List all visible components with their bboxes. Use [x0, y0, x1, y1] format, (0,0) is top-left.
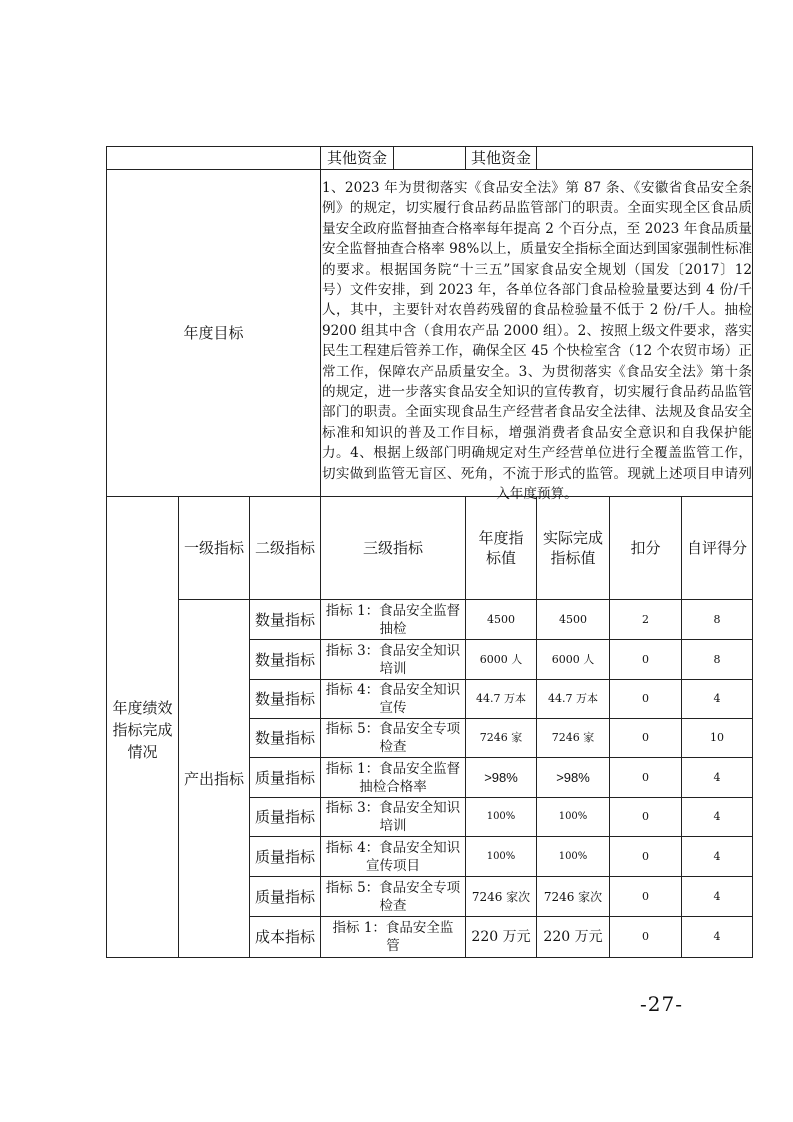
row-level2: 数量指标	[254, 690, 315, 708]
row-level3: 指标 5：食品安全专项检查	[325, 721, 461, 755]
row-level2: 数量指标	[254, 610, 315, 629]
row-level3: 指标 1：食品安全监督抽检	[325, 602, 461, 637]
table-border	[752, 146, 753, 958]
row-deduct: 0	[642, 930, 649, 943]
row-deduct: 0	[642, 849, 649, 863]
row-level2: 质量指标	[254, 768, 315, 787]
row-level3: 指标 4：食品安全知识宣传项目	[325, 839, 461, 874]
other-funds-label: 其他资金	[326, 149, 387, 167]
table-border	[536, 146, 537, 170]
row-level2: 数量指标	[254, 729, 315, 747]
row-level2: 成本指标	[254, 928, 315, 946]
row-target: >98%	[484, 769, 518, 785]
header-level1: 一级指标	[183, 539, 244, 557]
row-actual: 4500	[559, 612, 587, 626]
row-actual: 7246 家次	[543, 889, 603, 904]
header-score: 自评得分	[686, 539, 747, 557]
row-actual: >98%	[556, 769, 590, 785]
row-target: 100%	[486, 850, 516, 862]
row-target: 100%	[486, 811, 516, 822]
header-actual: 实际完成指标值	[543, 529, 604, 567]
row-level3: 指标 5：食品安全专项检查	[325, 879, 461, 914]
row-level2: 质量指标	[254, 887, 315, 906]
row-actual: 100%	[558, 850, 588, 862]
row-level3: 指标 1：食品安全监督抽检合格率	[325, 760, 461, 795]
row-target: 4500	[487, 612, 515, 626]
row-score: 4	[713, 770, 721, 784]
row-level3: 指标 3：食品安全知识培训	[325, 642, 461, 677]
row-score: 4	[713, 810, 721, 823]
row-level3: 指标 3：食品安全知识培训	[325, 800, 461, 834]
other-funds-label: 其他资金	[470, 149, 531, 167]
row-deduct: 0	[642, 652, 649, 666]
row-target: 6000 人	[479, 652, 523, 666]
row-actual: 6000 人	[551, 652, 595, 666]
level1-output-label: 产出指标	[183, 769, 244, 788]
row-score: 8	[713, 612, 721, 626]
header-level3: 三级指标	[362, 539, 423, 557]
header-level2: 二级指标	[254, 539, 315, 557]
row-target: 7246 家	[479, 731, 523, 744]
row-target: 44.7 万本	[476, 692, 526, 705]
row-score: 4	[713, 692, 721, 705]
row-actual: 220 万元	[543, 929, 603, 945]
row-level2: 质量指标	[254, 847, 315, 866]
table-border	[320, 146, 321, 497]
row-level3: 指标 1：食品安全监管	[332, 920, 454, 954]
row-deduct: 0	[642, 810, 649, 823]
table-border	[106, 957, 753, 958]
row-level2: 数量指标	[254, 650, 315, 669]
row-deduct: 0	[642, 770, 649, 784]
performance-section-label: 年度绩效指标完成情况	[112, 699, 173, 761]
row-deduct: 0	[642, 692, 649, 705]
row-level2: 质量指标	[254, 808, 315, 826]
row-actual: 100%	[558, 811, 588, 822]
row-target: 220 万元	[471, 929, 531, 945]
table-border	[393, 146, 394, 170]
row-score: 4	[713, 849, 721, 863]
row-level3: 指标 4：食品安全知识宣传	[325, 682, 461, 716]
row-score: 4	[713, 889, 721, 903]
row-target: 7246 家次	[471, 889, 531, 904]
row-deduct: 2	[642, 612, 649, 626]
row-score: 8	[713, 652, 721, 666]
row-deduct: 0	[642, 889, 649, 903]
row-actual: 44.7 万本	[548, 692, 598, 705]
row-score: 10	[710, 731, 724, 744]
table-border	[106, 146, 753, 147]
row-deduct: 0	[642, 731, 649, 744]
row-score: 4	[713, 930, 721, 943]
row-actual: 7246 家	[551, 731, 595, 744]
header-deduct: 扣分	[630, 539, 661, 557]
page-number: -27-	[640, 992, 683, 1016]
annual-goal-label: 年度目标	[183, 324, 244, 342]
annual-goal-text: 1、2023 年为贯彻落实《食品安全法》第 87 条、《安徽省食品安全条例》的规定，切实履行食品药品监管部门的职责。全面实现全区食品质量安全政府监督抽查合格率每年提高 2 个百分点，至 2023 年食品质量安全监督抽查合格率 98%以上，质量安全指标全面达到国家强制性标准的要求。根据国务院“十三五”国家食品安全规划（国发〔2017〕12 号）文件安排，到 2023 年，各单位各部门食品检验量要达到 4 份/千人，其中，主要针对农兽药残留的食品检验量不低于 2 份/千人。抽检 9200 组其中含（食用农产品 2000 组）。2、按照上级文件要求，落实民生工程建后管养工作，确保全区 45 个快检室含（12 个农贸市场）正常工作，保障农产品质量安全。3、为贯彻落实《食品安全法》第十条的规定，进一步落实食品安全知识的宣传教育，切实履行食品药品监管部门的职责。全面实现食品生产经营者食品安全法律、法规及食品安全标准和知识的普及工作目标，增强消费者食品安全意识和自我保护能力。4、根据上级部门明确规定对生产经营单位进行全覆盖监管工作，切实做到监管无盲区、死角，不流于形式的监管。现就上述项目申请列入年度预算。	[322, 180, 752, 503]
header-target: 年度指标值	[478, 529, 524, 567]
